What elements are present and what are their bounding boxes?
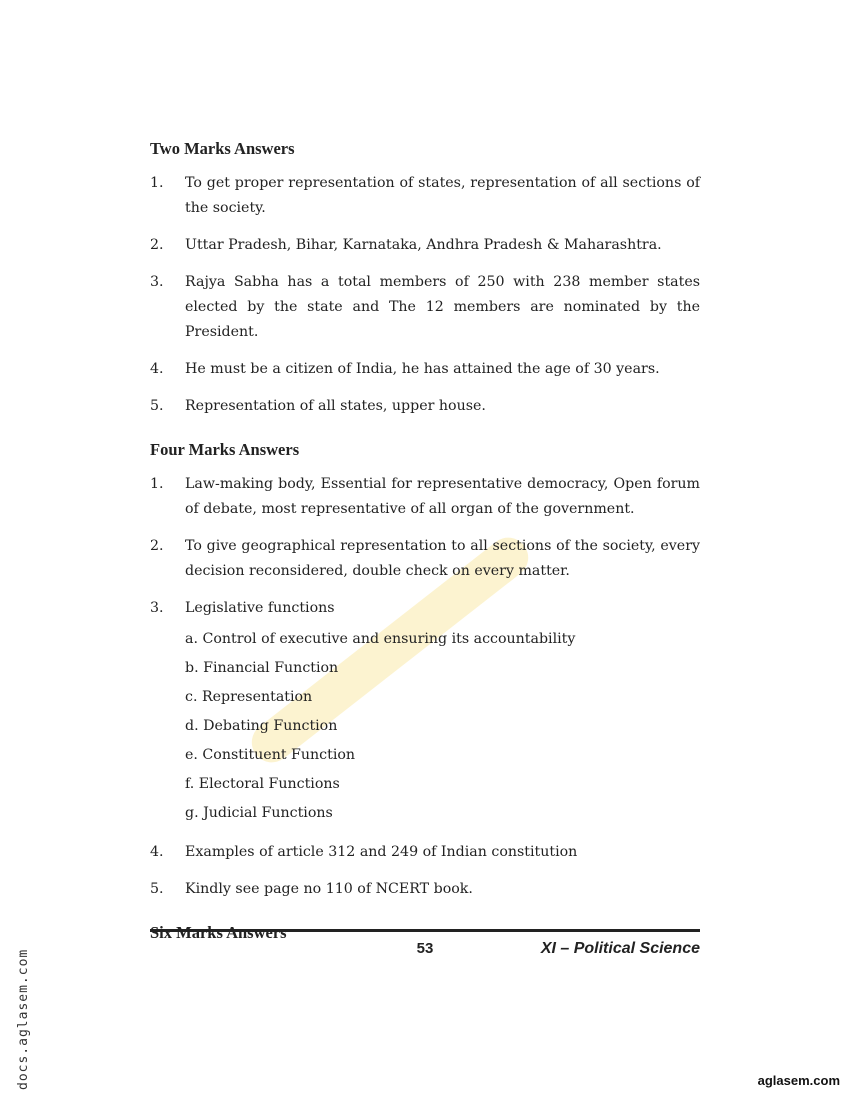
page-number: 53 [416,940,434,957]
item-text: Examples of article 312 and 249 of Indian constitution [185,844,578,860]
list-item [150,840,700,865]
item-number: 1. [150,476,164,492]
two-marks-list [150,171,700,419]
section-heading-six-marks: Six Marks Answers [150,923,287,942]
item-text: Kindly see page no 110 of NCERT book. [185,881,473,897]
sub-item: b. Financial Function [185,660,339,676]
list-item [150,233,700,258]
item-text: Legislative functions [185,600,335,616]
four-marks-list [150,472,700,902]
item-text: Uttar Pradesh, Bihar, Karnataka, Andhra Pradesh & Maharashtra. [185,237,662,253]
item-text: To give geographical representation to all sections of the society, every decision reconsidered, double check on every matter. [185,538,700,579]
item-text: He must be a citizen of India, he has attained the age of 30 years. [185,361,660,377]
sub-item: g. Judicial Functions [185,805,333,821]
item-number: 5. [150,398,164,414]
item-number: 5. [150,881,164,897]
list-item [150,171,700,221]
item-text: Representation of all states, upper house. [185,398,486,414]
sub-item: f. Electoral Functions [185,776,340,792]
item-text: Law-making body, Essential for representative democracy, Open forum of debate, most representative of all organ of the government. [185,476,700,517]
section-heading-four-marks: Four Marks Answers [150,440,300,459]
item-number: 4. [150,844,164,860]
item-number: 1. [150,175,164,191]
item-number: 2. [150,538,164,554]
sub-item: d. Debating Function [185,718,338,734]
item-number: 4. [150,361,164,377]
item-number: 2. [150,237,164,253]
list-item [150,394,700,419]
footer-subject: XI – Political Science [540,940,700,957]
side-url-link[interactable]: docs.aglasem.com [16,948,31,1090]
item-number: 3. [150,600,164,616]
list-item [150,534,700,584]
list-item [150,472,700,522]
list-item [150,596,700,828]
sub-item: c. Representation [185,689,313,705]
sub-item: e. Constituent Function [185,747,356,763]
item-text: Rajya Sabha has a total members of 250 with 238 member states elected by the state and The 12 members are nominated by the President. [185,274,700,340]
item-number: 3. [150,274,164,290]
list-item [150,270,700,345]
sub-item: a. Control of executive and ensuring its accountability [185,631,576,647]
answers-content [150,138,700,955]
footer-divider [150,929,700,932]
list-item [150,357,700,382]
list-item [150,877,700,902]
section-heading-two-marks: Two Marks Answers [150,139,295,158]
sub-list [185,625,700,828]
item-text: To get proper representation of states, representation of all sections of the society. [185,175,700,216]
brand-link[interactable]: aglasem.com [757,1073,840,1088]
